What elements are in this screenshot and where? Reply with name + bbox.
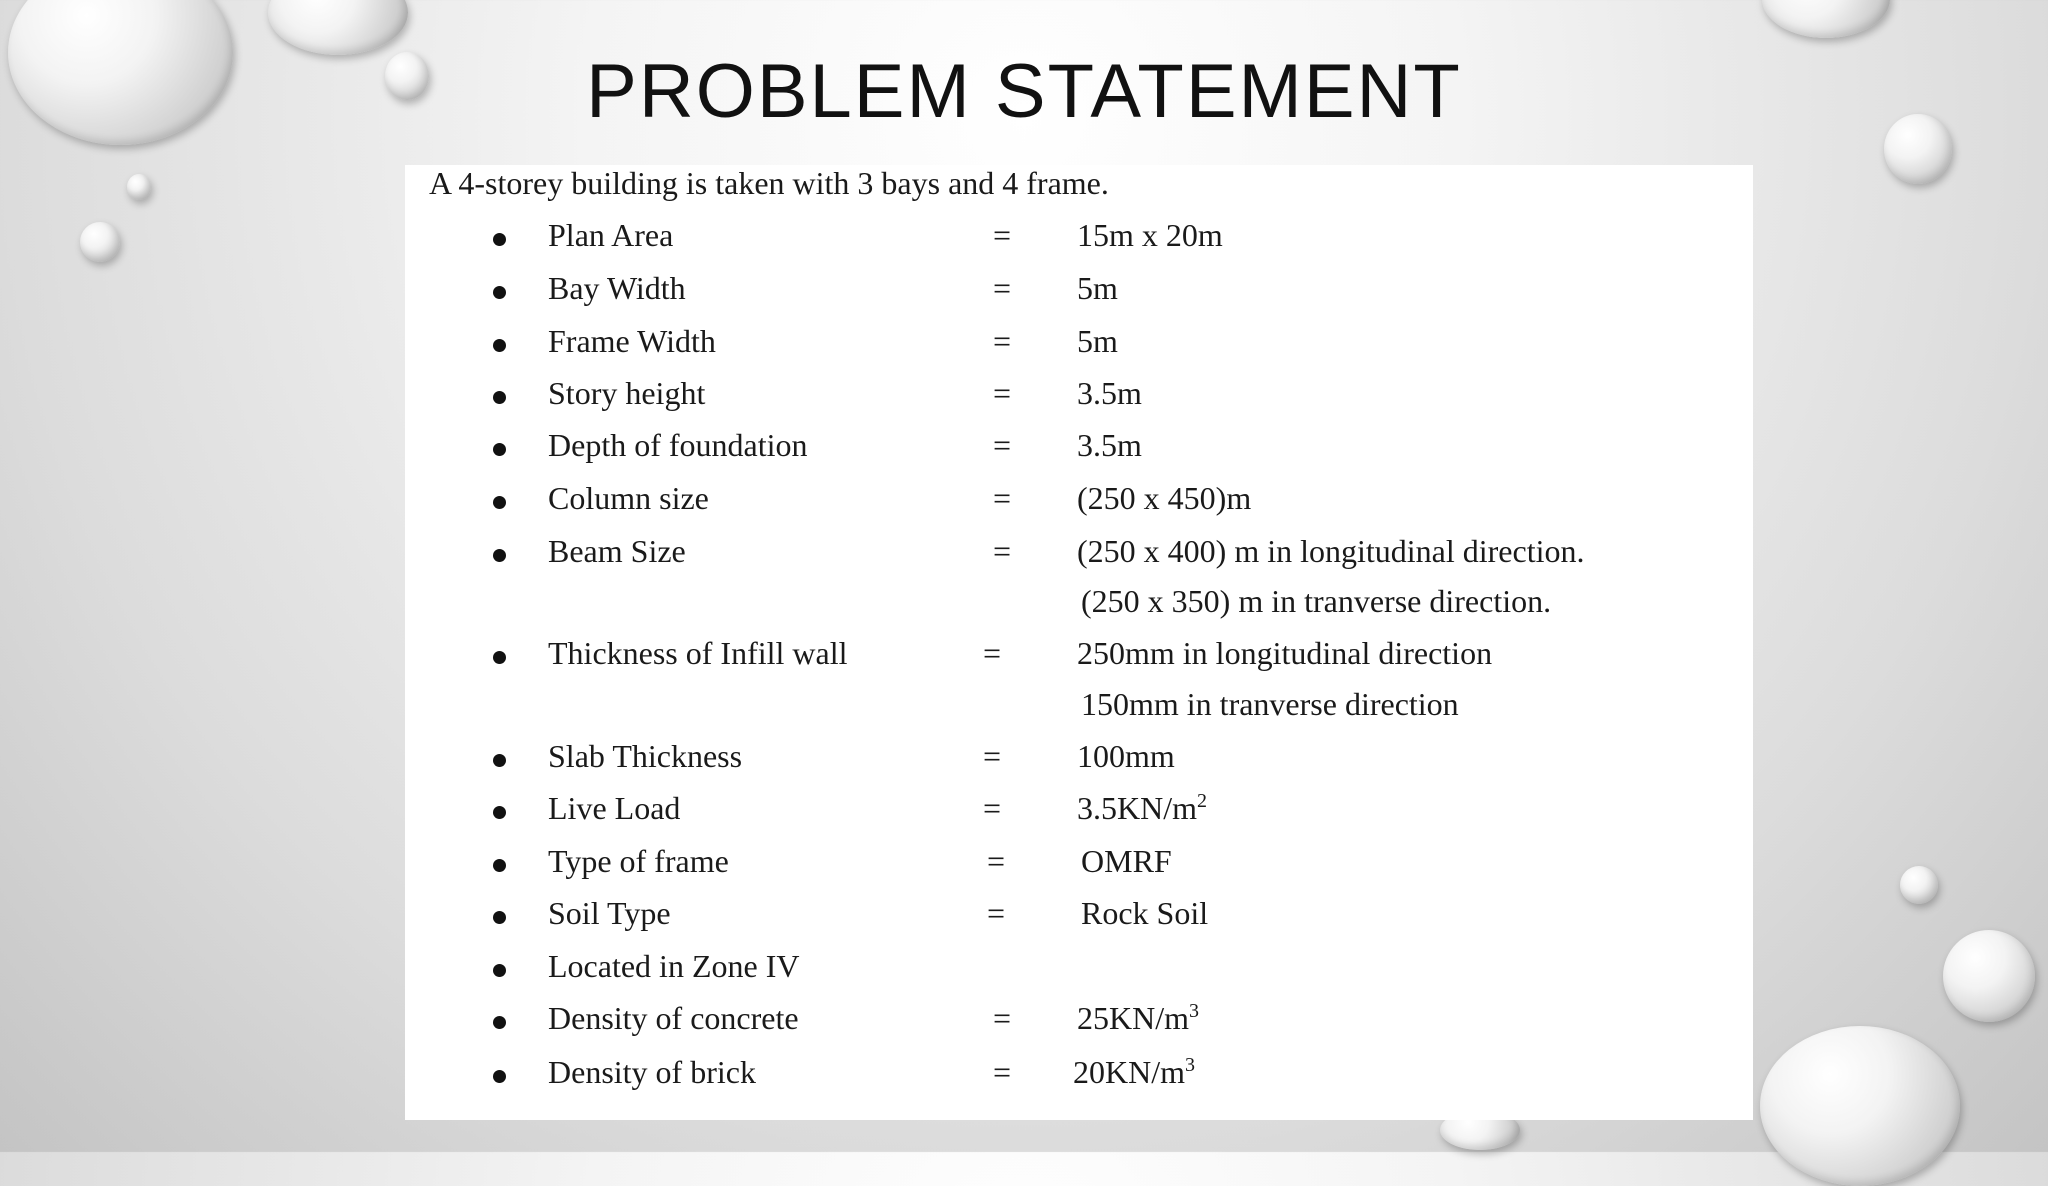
item-label: Soil Type (548, 895, 671, 931)
item-label: Story height (548, 375, 706, 411)
item-value (1077, 1000, 1199, 1037)
problem-statement-panel (405, 165, 1753, 1120)
item-value: (250 x 450)m (1077, 480, 1252, 516)
bullet-icon (493, 549, 506, 562)
item-label: Density of brick (548, 1054, 756, 1090)
equals-sign: = (987, 843, 1006, 879)
item-value: 3.5m (1077, 427, 1142, 463)
item-label: Slab Thickness (548, 738, 743, 774)
water-drop-decoration (1762, 0, 1890, 38)
item-label: Located in Zone IV (548, 948, 800, 984)
item-value (1073, 1054, 1195, 1091)
equals-sign: = (983, 738, 1002, 774)
value-text: 3.5KN/m (1077, 790, 1197, 826)
item-label: Depth of foundation (548, 427, 808, 463)
beam-size-continuation: (250 x 350) m in tranverse direction. (1081, 583, 1552, 619)
equals-sign: = (983, 635, 1002, 671)
equals-sign: = (983, 790, 1002, 826)
item-label: Column size (548, 480, 709, 516)
value-superscript: 2 (1197, 790, 1207, 812)
item-label: Thickness of Infill wall (548, 635, 848, 671)
intro-text: A 4-storey building is taken with 3 bays and 4 frame. (429, 165, 1109, 201)
water-drop-decoration (127, 174, 151, 200)
item-label: Density of concrete (548, 1000, 799, 1036)
slide-title: PROBLEM STATEMENT (586, 49, 1462, 134)
bullet-icon (493, 233, 506, 246)
equals-sign: = (993, 217, 1012, 253)
value-superscript: 3 (1189, 1000, 1199, 1022)
bullet-icon (493, 391, 506, 404)
bullet-icon (493, 339, 506, 352)
bullet-icon (493, 754, 506, 767)
infill-wall-continuation: 150mm in tranverse direction (1081, 686, 1459, 722)
item-value: 3.5m (1077, 375, 1142, 411)
item-value: 15m x 20m (1077, 217, 1223, 253)
item-label: Bay Width (548, 270, 686, 306)
item-label: Live Load (548, 790, 681, 826)
bullet-icon (493, 1070, 506, 1083)
item-value: 5m (1077, 323, 1118, 359)
bullet-icon (493, 1016, 506, 1029)
bullet-icon (493, 859, 506, 872)
equals-sign: = (993, 480, 1012, 516)
bullet-icon (493, 443, 506, 456)
item-value: 5m (1077, 270, 1118, 306)
bullet-icon (493, 806, 506, 819)
value-text: 25KN/m (1077, 1000, 1189, 1036)
item-label: Plan Area (548, 217, 674, 253)
water-drop-decoration (1943, 930, 2035, 1022)
item-label: Frame Width (548, 323, 716, 359)
bullet-icon (493, 496, 506, 509)
equals-sign: = (993, 427, 1012, 463)
water-drop-decoration (80, 222, 120, 262)
equals-sign: = (987, 895, 1006, 931)
item-label: Type of frame (548, 843, 729, 879)
equals-sign: = (993, 375, 1012, 411)
item-value: 100mm (1077, 738, 1175, 774)
bullet-icon (493, 651, 506, 664)
water-drop-decoration (1900, 866, 1938, 904)
value-text: 20KN/m (1073, 1054, 1185, 1090)
item-value: OMRF (1081, 843, 1172, 879)
item-label: Beam Size (548, 533, 686, 569)
equals-sign: = (993, 323, 1012, 359)
equals-sign: = (993, 533, 1012, 569)
water-drop-decoration (268, 0, 408, 55)
value-superscript: 3 (1185, 1054, 1195, 1076)
item-value: (250 x 400) m in longitudinal direction. (1077, 533, 1585, 569)
equals-sign: = (993, 1000, 1012, 1036)
bullet-icon (493, 911, 506, 924)
equals-sign: = (993, 1054, 1012, 1090)
equals-sign: = (993, 270, 1012, 306)
item-value (1077, 790, 1207, 827)
bullet-icon (493, 964, 506, 977)
water-drop-decoration (1760, 1026, 1960, 1186)
bullet-icon (493, 286, 506, 299)
item-value: 250mm in longitudinal direction (1077, 635, 1493, 671)
item-value: Rock Soil (1081, 895, 1209, 931)
